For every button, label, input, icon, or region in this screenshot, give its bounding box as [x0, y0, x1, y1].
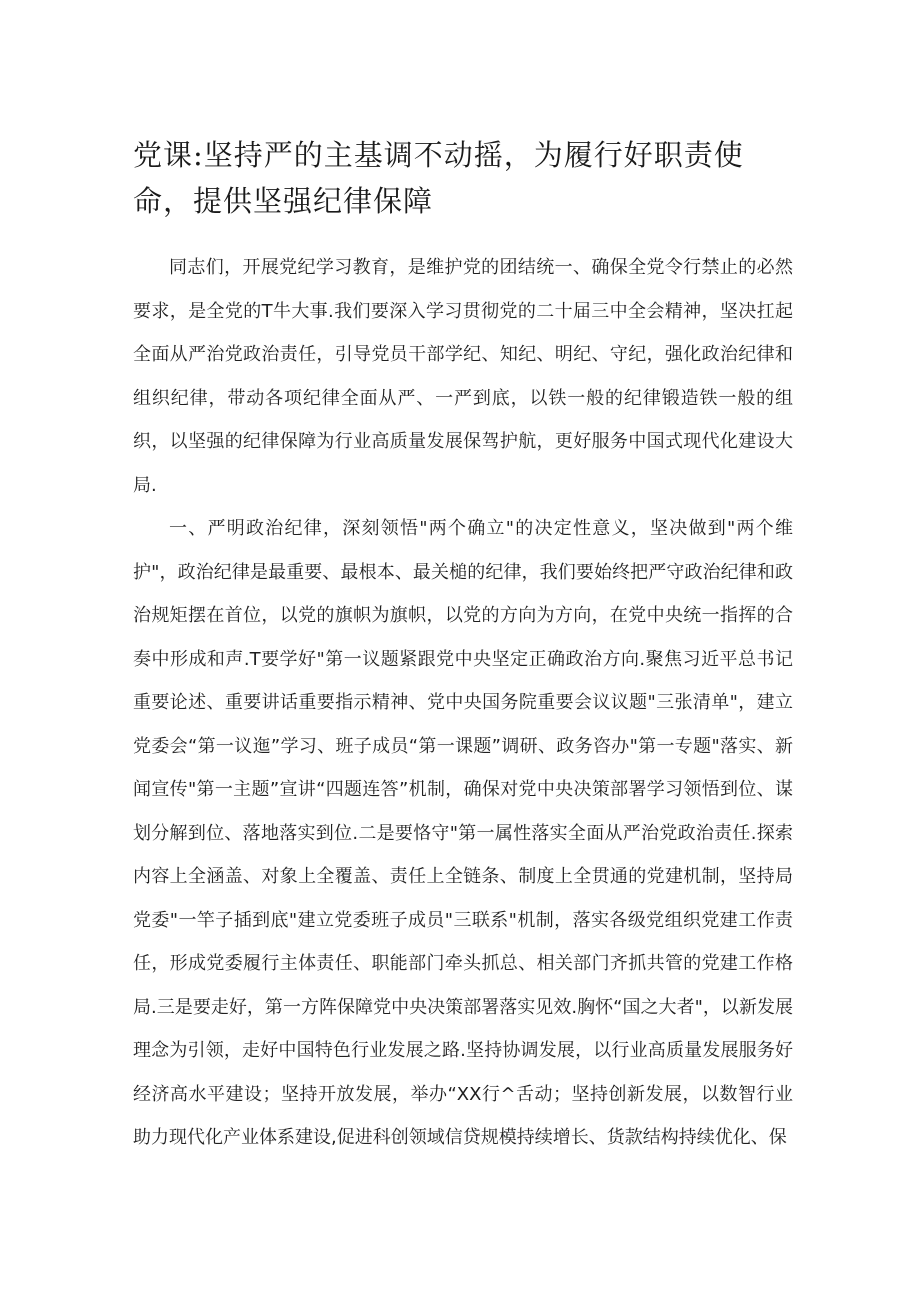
document-title: 党课:坚持严的主基调不动摇，为履行好职责使命，提供坚强纪律保障: [133, 138, 744, 218]
paragraph-intro: 同志们，开展党纪学习教育，是维护党的团结统一、确保全党令行禁止的必然要求，是全党的T牛大事.我们要深入学习贯彻党的二十届三中全会精神，坚决扛起全面从严治党政治责任，引导党员干部学纪、知纪、明纪、守纪，强化政治纪律和组织纪律，带动各项纪律全面从严、一严到底，以铁一般的纪律锻造铁一般的组织，以坚强的纪律保障为行业高质量发展保驾护航，更好服务中国式现代化建设大局.: [133, 257, 793, 496]
document-body: [133, 246, 793, 1160]
paragraph-section-one: 一、严明政治纪律，深刻领悟"两个确立"的决定性意义，坚决做到"两个维护"，政治纪律是最重要、最根本、最关槌的纪律，我们要始终把严守政治纪律和政治规矩摆在首位，以党的旗帜为旗帜，以党的方向为方向，在党中央统一指挥的合奏中形成和声.T要学好"第一议题紧跟党中央坚定正确政治方向.聚焦习近平总书记重要论述、重要讲话重要指示精神、党中央国务院重要会议议题"三张清单"，建立党委会“第一议迤”学习、班子成员“第一课题”调研、政务咨办"第一专题"落实、新闻宣传"第一主题”宣讲“四题连答”机制，确保对党中央决策部署学习领悟到位、谋划分解到位、落地落实到位.二是要恪守"第一属性落实全面从严治党政治责任.探索内容上全涵盖、对象上全覆盖、责任上全链条、制度上全贯通的党建机制，坚持局党委"一竿子插到底"建立党委班子成员"三联系"机制，落实各级党组织党建工作责任，形成党委履行主体责任、职能部门牵头抓总、相关部门齐抓共管的党建工作格局.三是要走好，第一方阵保障党中央决策部署落实见效.胸怀“国之大者"，以新发展理念为引领，走好中国特色行业发展之路.坚持协调发展，以行业高质量发展服务好经济高水平建设；坚持开放发展，举办“XX行^舌动；坚持创新发展，以数智行业助力现代化产业体系建设,促进科创领域信贷规模持续增长、货款结构持续优化、保: [133, 518, 793, 1148]
